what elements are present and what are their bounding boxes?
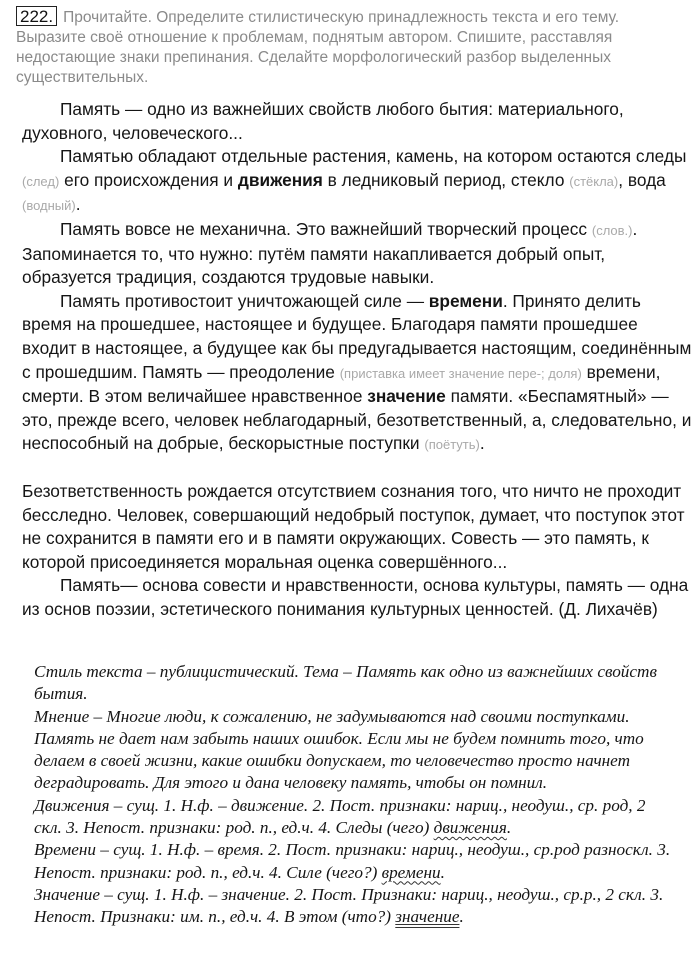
text-fragment: времени, смерти. В этом величайшее нравственное [22,361,661,407]
text-paragraph-4 [22,290,694,457]
text-fragment: Памятью обладают отдельные растения, камень, на котором остаются следы [60,146,687,167]
annotation-note: (стёкла) [569,173,619,189]
highlighted-word: времени [428,290,503,311]
text-paragraph-3 [22,218,694,290]
highlighted-word: движения [237,169,323,190]
answer-block [34,661,674,929]
text-fragment: . Принято делить время на прошедшее, настоящее и будущее. Благодаря памяти прошедшее входит в настоящее, а будущее как бы предугадывается настоящим, соединённым с прошедшим. Память — преодоление [22,290,692,382]
annotation-note: (след) [22,173,60,189]
exercise-number: 222. [16,6,57,26]
answer-parse-1 [34,795,674,840]
text-fragment: . [75,194,81,215]
annotation-note: (приставка имеет значение пере-; доля) [339,365,582,381]
text-fragment: его происхождения и [64,169,234,190]
text-paragraph-6: Память— основа совести и нравственности, основа культуры, память — одна из основ поэзии, эстетического понимания культурных ценностей. (Д. Лихачёв) [22,575,689,619]
text-fragment: , вода [618,169,666,190]
exercise-instruction: Прочитайте. Определите стилистическую принадлежность текста и его тему. Выразите своё отношение к проблемам, поднятым автором. Спишите, расставляя недостающие знаки препинания. Сделайте морфологический разбор выделенных существительных. [16,9,620,86]
annotation-note: (поётуть) [424,437,480,453]
exercise-header [16,6,692,88]
text-fragment: . [479,433,485,454]
answer-parse-3 [34,884,674,929]
parse-text: Движения – сущ. 1. Н.ф. – движение. 2. Пост. признаки: нариц., неодуш., ср. род, 2 скл. 3. Непост. признаки: род. п., ед.ч. 4. Следы (чего) [34,795,646,838]
parsed-word: времени [381,862,441,882]
text-paragraph-1: Память — одно из важнейших свойств любого бытия: материального, духовного, человеческого... [22,99,624,143]
text-paragraph-5: Безответственность рождается отсутствием сознания того, что ничто не проходит бесследно. Человек, совершающий недобрый поступок, думает, что поступок этот не сохранится в памяти его и в памяти окружающих. Совесть — это память, к которой присоединяется моральная оценка совершённого... [22,480,685,572]
answer-style-theme: Стиль текста – публицистический. Тема – Память как одно из важнейших свойств бытия. [34,662,657,704]
highlighted-word: значение [367,386,446,407]
parse-text: Значение – сущ. 1. Н.ф. – значение. 2. Пост. Признаки: нариц., неодуш., ср.р., 2 скл. 3. Непост. Признаки: им. п., ед.ч. 4. В этом (что?) [34,884,664,927]
annotation-note: (водный) [22,198,76,214]
text-paragraph-2 [22,145,694,218]
answer-parse-2 [34,839,674,884]
parse-end: . [440,862,445,882]
text-fragment: Память вовсе не механична. Это важнейший творческий процесс [60,218,588,239]
parsed-word: движения [433,818,507,838]
text-fragment: . Запоминается то, что нужно: путём памяти накапливается добрый опыт, образуется традиция, создаются трудовые навыки. [22,218,638,288]
text-fragment: в ледниковый период, стекло [327,169,565,190]
exercise-text [22,98,694,621]
parse-end: . [459,907,464,927]
parsed-word: значение [395,907,460,927]
text-fragment: Память противостоит уничтожающей силе — [60,290,424,311]
parse-text: Времени – сущ. 1. Н.ф. – время. 2. Пост. признаки: нариц., неодуш., ср.род разноскл. 3. Непост. признаки: род. п., ед.ч. 4. Силе (чего?) [34,840,671,882]
parse-end: . [506,818,512,838]
answer-opinion: Мнение – Многие люди, к сожалению, не задумываются над своими поступками. Память не дает нам забыть наших ошибок. Если мы не будем помнить того, что делаем в своей жизни, какие ошибки допускаем, то человечество просто начнет деградировать. Для этого и дана человеку память, чтобы он помнил. [34,706,644,793]
annotation-note: (слов.) [591,222,633,238]
text-fragment: памяти. «Беспамятный» — это, прежде всего, человек неблагодарный, безответственный, а, следовательно, и неспособный на добрые, бескорыстные поступки [22,386,692,454]
